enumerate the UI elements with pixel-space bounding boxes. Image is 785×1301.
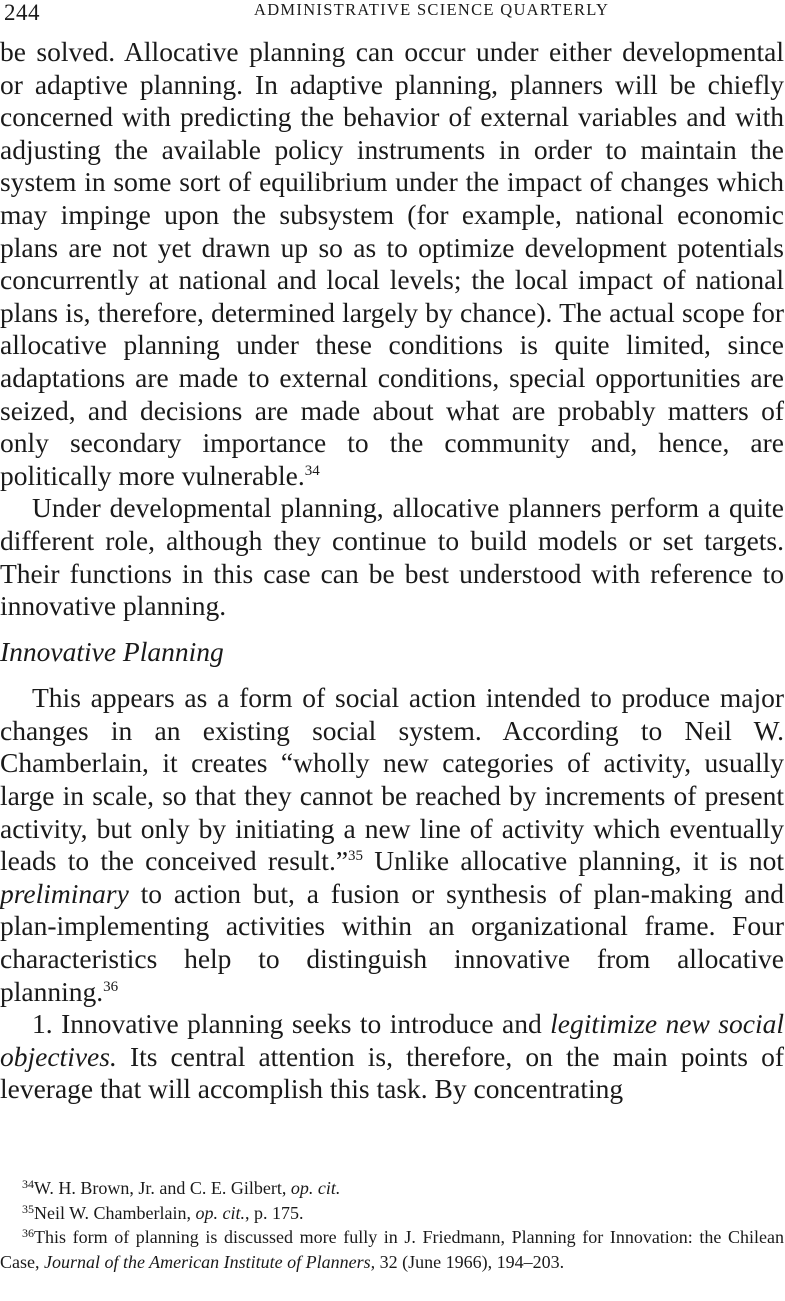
footnote-text: Neil W. Chamberlain,: [34, 1202, 196, 1223]
body-text: [0, 36, 784, 1106]
paragraph-3-text-a: This appears as a form of social action intended to produce major changes in an existing social system. According to Neil W. Chamberlain, it creates “wholly new categories of activity, usually large in scale, so that they cannot be reached by increments of present activity, but only by initiating a new line of activity which eventually leads to the conceived result.”: [0, 682, 784, 877]
footnote-ref-34: 34: [304, 462, 320, 479]
paragraph-4-text-b: Its central attention is, therefore, on the main points of leverage that will accomplish this task. By concentrating: [0, 1040, 784, 1105]
page-header: [0, 0, 785, 28]
footnote-number: 34: [22, 1177, 34, 1191]
paragraph-2: Under developmental planning, allocative planners perform a quite different role, although they continue to build models or set targets. Their functions in this case can be best understood with reference to innovative planning.: [0, 492, 784, 622]
footnotes: [0, 1176, 784, 1274]
paragraph-3-text-b: Unlike allocative planning, it is not: [363, 845, 784, 877]
paragraph-4: [0, 1008, 784, 1106]
paragraph-3-text-c: to action but, a fusion or synthesis of plan-making and plan-implementing activities within an organizational frame. Four characteristics help to distinguish innovative from allocative planning.: [0, 877, 784, 1007]
footnote-emphasis: Journal of the American Institute of Planners,: [44, 1251, 376, 1272]
footnote-text-end: 32 (June 1966), 194–203.: [375, 1251, 565, 1272]
paragraph-1-text: be solved. Allocative planning can occur under either developmental or adaptive planning. In adaptive planning, planners will be chiefly concerned with predicting the behavior of external variables and with adjusting the available policy instruments in order to maintain the system in some sort of equilibrium under the impact of changes which may impinge upon the subsystem (for example, national economic plans are not yet drawn up so as to optimize development potentials concurrently at national and local levels; the local impact of national plans is, therefore, determined largely by chance). The actual scope for allocative planning under these conditions is quite limited, since adaptations are made to external conditions, special opportunities are seized, and decisions are made about what are probably matters of only secondary importance to the community and, hence, are politically more vulnerable.: [0, 36, 784, 491]
page-number: 244: [4, 0, 40, 25]
footnote-text: This form of planning is discussed more fully in J. Friedmann, Planning for Innovation: the Chilean Case,: [0, 1227, 784, 1272]
footnote-number: 35: [22, 1201, 34, 1216]
paragraph-3-emphasis: preliminary: [0, 877, 129, 909]
footnote-36: [0, 1225, 784, 1274]
footnote-emphasis: op. cit.: [290, 1178, 341, 1198]
paragraph-4-emphasis: legitimize new social objectives.: [0, 1008, 784, 1072]
footnote-34: [0, 1176, 784, 1201]
footnote-text-end: , p. 175.: [244, 1202, 304, 1223]
paragraph-4-text-a: 1. Innovative planning seeks to introduce and: [32, 1008, 551, 1040]
footnote-ref-36: 36: [103, 978, 119, 995]
paragraph-3: [0, 682, 784, 1008]
running-head: ADMINISTRATIVE SCIENCE QUARTERLY: [254, 0, 610, 19]
footnote-number: 36: [22, 1226, 34, 1241]
paragraph-1: [0, 36, 784, 492]
footnote-ref-35: 35: [348, 848, 364, 865]
footnote-emphasis: op. cit.: [195, 1202, 245, 1223]
footnote-35: [0, 1201, 784, 1226]
section-heading: Innovative Planning: [0, 635, 224, 667]
footnote-text: W. H. Brown, Jr. and C. E. Gilbert,: [34, 1178, 291, 1198]
